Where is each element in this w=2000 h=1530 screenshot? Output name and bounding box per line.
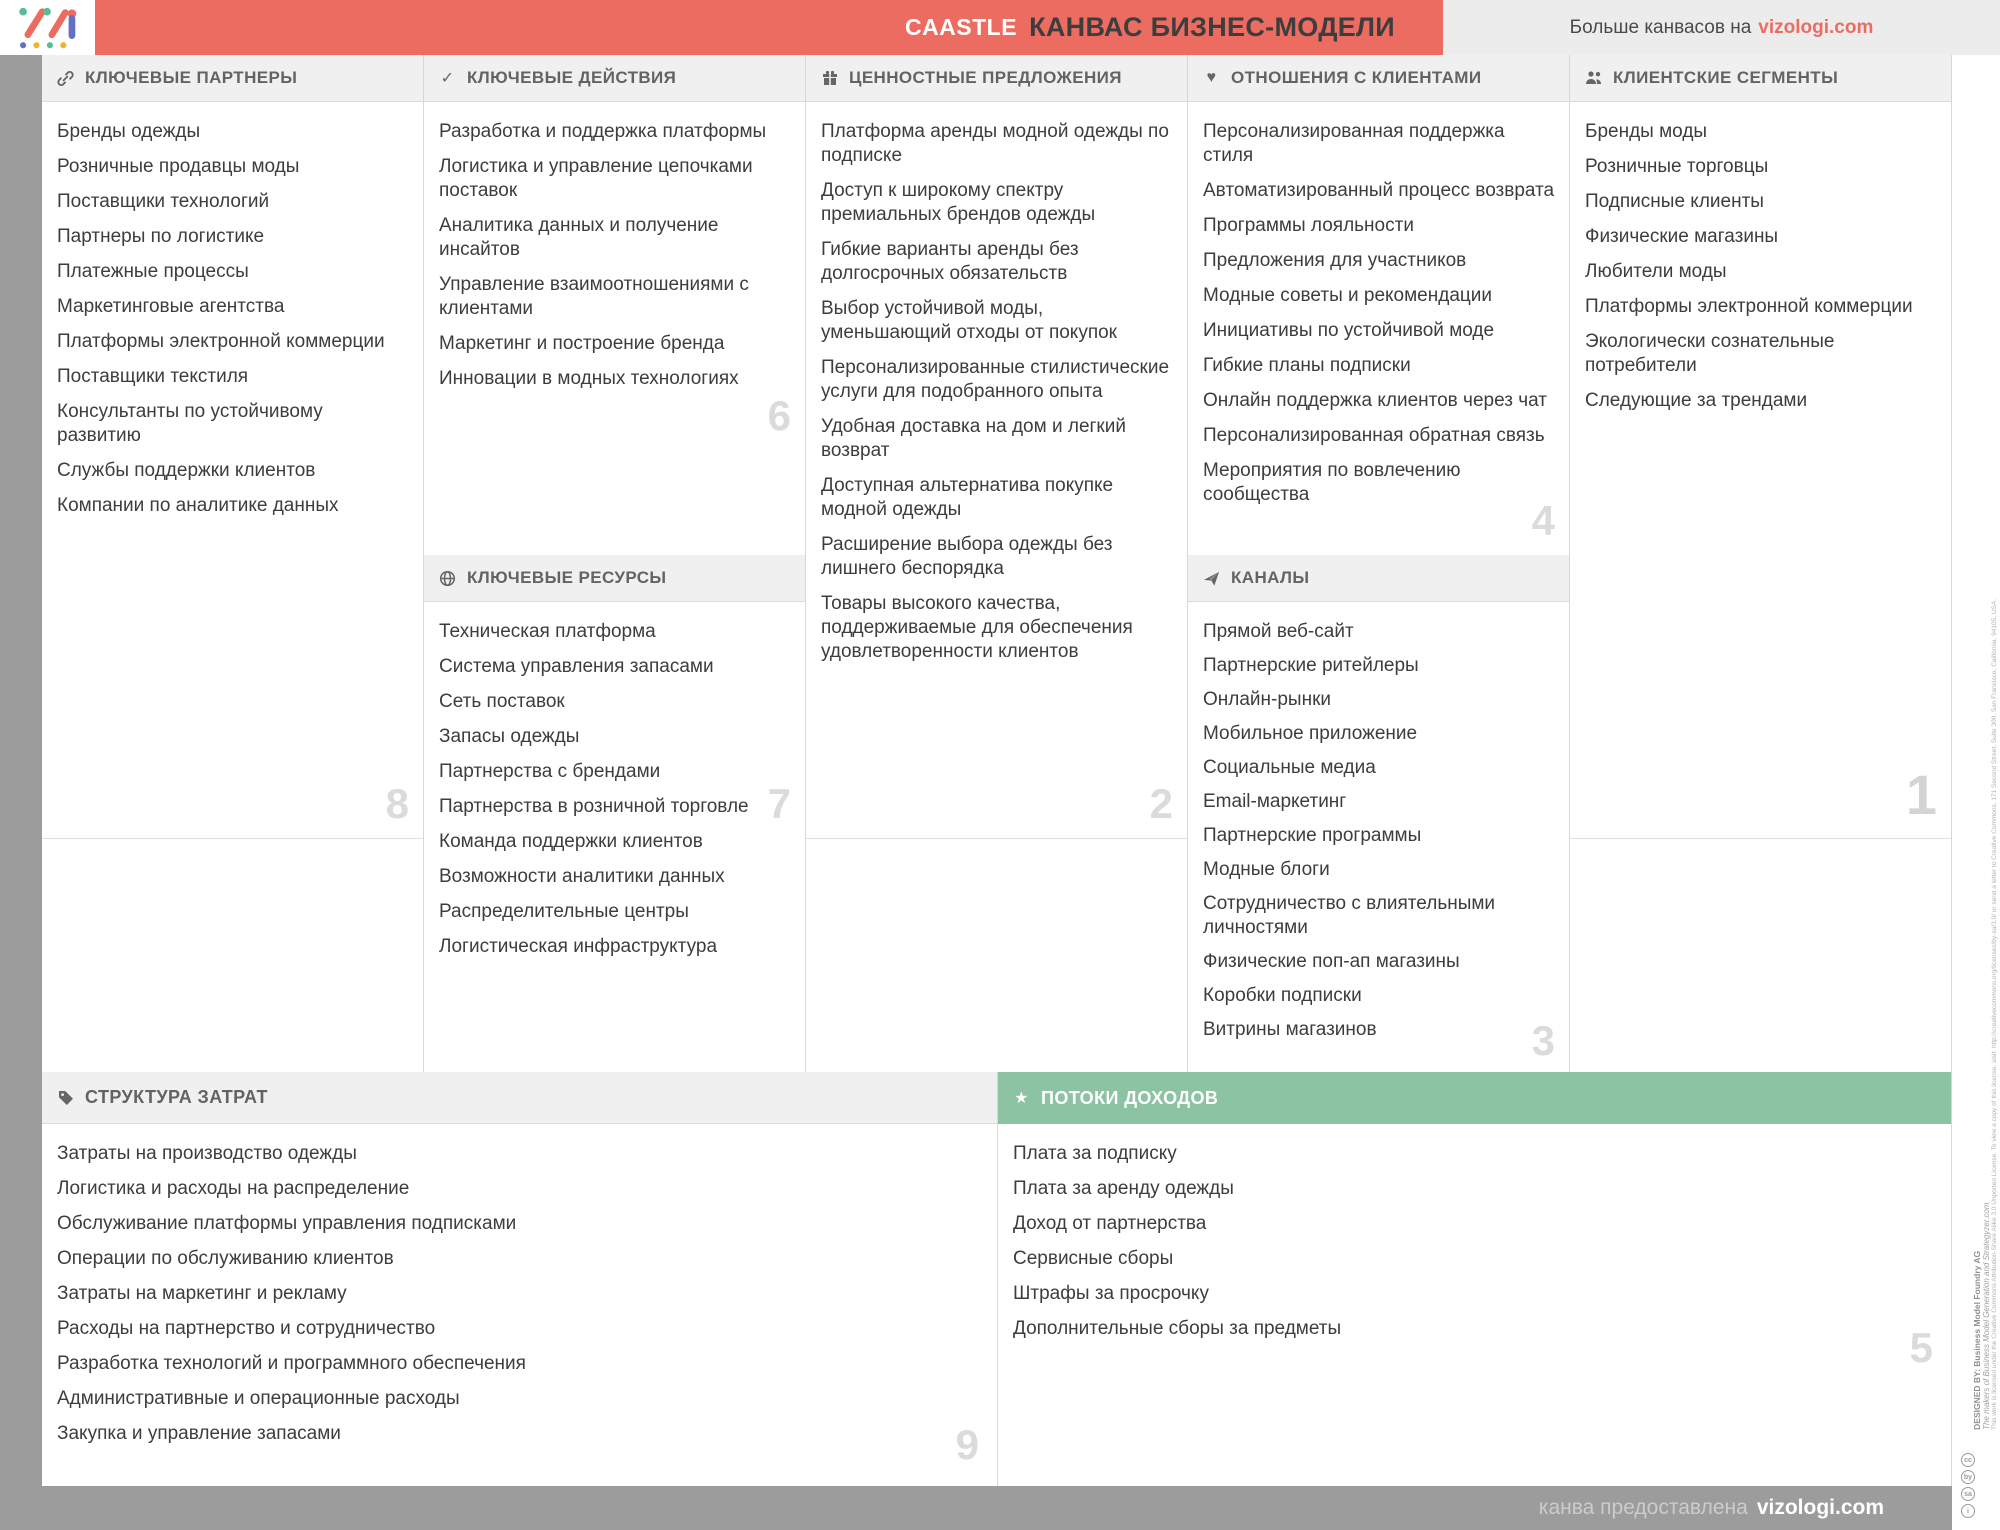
section-number: 8 — [385, 780, 409, 827]
list-item: Платформа аренды модной одежды по подписке — [821, 121, 1169, 166]
list-item: Система управления запасами — [439, 656, 714, 677]
license-text: This work is licensed under the Creative Commons Attribution-Share Alike 3.0 Unported License. To view a copy of this license, visit: http://creativecommons.org/licenses/by-sa/3.0/ or send a letter to Creative Commons, 171 Second Street, Suite 300, San Francisco, California, 94105, USA. — [1991, 599, 1998, 1430]
list-item: Возможности аналитики данных — [439, 866, 725, 887]
section-revenue-streams — [998, 1072, 1951, 1486]
list-item: Плата за подписку — [1013, 1143, 1177, 1164]
list-item: Мобильное приложение — [1203, 723, 1418, 744]
vizologi-logo[interactable] — [0, 0, 95, 55]
customer-relationships-list — [1188, 102, 1569, 507]
list-item: Инициативы по устойчивой моде — [1203, 320, 1495, 341]
key-resources-subsection — [424, 555, 805, 970]
list-item: Автоматизированный процесс возврата — [1203, 180, 1555, 201]
section-number: 5 — [1909, 1324, 1933, 1371]
list-item: Сеть поставок — [439, 691, 565, 712]
left-margin-strip — [0, 55, 42, 1486]
list-item: Сотрудничество с влиятельными личностями — [1203, 893, 1496, 938]
list-item: Службы поддержки клиентов — [57, 460, 316, 481]
section-number: 6 — [767, 392, 791, 439]
list-item: Маркетинговые агентства — [57, 296, 285, 317]
customer-relationships-title: ОТНОШЕНИЯ С КЛИЕНТАМИ — [1231, 68, 1482, 87]
vizologi-link[interactable]: vizologi.com — [1758, 16, 1874, 38]
list-item: Закупка и управление запасами — [57, 1423, 341, 1444]
list-item: Розничные продавцы моды — [57, 156, 300, 177]
tag-icon — [56, 1090, 75, 1106]
list-item: Персонализированные стилистические услуги для подобранного опыта — [821, 357, 1170, 402]
list-item: Поставщики технологий — [57, 191, 270, 212]
list-item: Затраты на маркетинг и рекламу — [57, 1283, 347, 1304]
cc-by-icon: by — [1961, 1470, 1975, 1484]
section-number: 3 — [1531, 1017, 1555, 1064]
list-item: Выбор устойчивой моды, уменьшающий отходы от покупок — [821, 298, 1117, 343]
customer-segments-title: КЛИЕНТСКИЕ СЕГМЕНТЫ — [1613, 68, 1839, 87]
value-propositions-list — [806, 102, 1187, 664]
gift-icon — [820, 70, 839, 86]
check-icon: ✓ — [440, 70, 455, 87]
list-item: Затраты на производство одежды — [57, 1143, 357, 1164]
list-item: Физические поп-ап магазины — [1203, 951, 1460, 972]
cc-info-icon: i — [1961, 1504, 1975, 1518]
list-item: Онлайн-рынки — [1203, 689, 1331, 710]
list-item: Доступ к широкому спектру премиальных брендов одежды — [821, 180, 1096, 225]
revenue-streams-header — [998, 1072, 1951, 1124]
list-item: Маркетинг и построение бренда — [439, 333, 725, 354]
heart-icon: ♥ — [1206, 69, 1217, 86]
list-item: Гибкие варианты аренды без долгосрочных обязательств — [821, 239, 1079, 284]
list-item: Партнеры по логистике — [57, 226, 265, 247]
key-activities-header — [424, 55, 805, 102]
list-item: Удобная доставка на дом и легкий возврат — [821, 416, 1126, 461]
list-item: Физические магазины — [1585, 226, 1779, 247]
list-item: Следующие за трендами — [1585, 390, 1808, 411]
list-item: Розничные торговцы — [1585, 156, 1769, 177]
footer-bar — [0, 1486, 1952, 1530]
list-item: Инновации в модных технологиях — [439, 368, 739, 389]
footer-vizologi-link[interactable]: vizologi.com — [1756, 1496, 1884, 1519]
customer-segments-list — [1570, 102, 1951, 413]
list-item: Платежные процессы — [57, 261, 249, 282]
section-number: 4 — [1531, 497, 1555, 544]
list-item: Партнерские программы — [1203, 825, 1422, 846]
designed-by-subtext: The makers of Business Model Generation and Strategyzer.com — [1982, 1202, 1991, 1430]
list-item: Плата за аренду одежды — [1013, 1178, 1234, 1199]
key-resources-header — [424, 555, 805, 602]
list-item: Логистика и управление цепочками поставок — [439, 156, 753, 201]
list-item: Коробки подписки — [1203, 985, 1362, 1006]
vizologi-logo-icon — [17, 5, 79, 51]
list-item: Аналитика данных и получение инсайтов — [439, 215, 719, 260]
channels-subsection — [1188, 555, 1569, 1052]
key-resources-title: КЛЮЧЕВЫЕ РЕСУРСЫ — [467, 568, 667, 587]
list-item: Расширение выбора одежды без лишнего беспорядка — [821, 534, 1113, 579]
credits-strip — [1953, 55, 2000, 1530]
list-item: Партнерства в розничной торговле — [439, 796, 749, 817]
cc-sa-icon: sa — [1961, 1487, 1975, 1501]
customer-segments-header — [1570, 55, 1951, 102]
key-partners-list — [42, 102, 423, 518]
page-title: КАНВАС БИЗНЕС-МОДЕЛИ — [1029, 12, 1395, 42]
list-item: Распределительные центры — [439, 901, 689, 922]
section-key-activities-resources — [423, 55, 805, 1072]
section-divider-line — [806, 838, 1187, 839]
list-item: Персонализированная обратная связь — [1203, 425, 1545, 446]
list-item: Email-маркетинг — [1203, 791, 1347, 812]
canvas-top-row — [42, 55, 1952, 1072]
cost-structure-list — [42, 1124, 997, 1446]
list-item: Сервисные сборы — [1013, 1248, 1174, 1269]
list-item: Платформы электронной коммерции — [1585, 296, 1913, 317]
list-item: Товары высокого качества, поддерживаемые для обеспечения удовлетворенности клиентов — [821, 593, 1133, 662]
list-item: Разработка и поддержка платформы — [439, 121, 767, 142]
plane-icon — [1202, 570, 1221, 587]
list-item: Дополнительные сборы за предметы — [1013, 1318, 1342, 1339]
section-value-propositions — [805, 55, 1187, 1072]
channels-list — [1188, 602, 1569, 1042]
list-item: Логистика и расходы на распределение — [57, 1178, 410, 1199]
list-item: Экологически сознательные потребители — [1585, 331, 1835, 376]
cost-structure-header — [42, 1072, 997, 1124]
section-divider-line — [1570, 838, 1951, 839]
list-item: Доступная альтернатива покупке модной одежды — [821, 475, 1114, 520]
globe-icon — [438, 570, 457, 587]
section-number: 7 — [767, 780, 791, 827]
section-number: 1 — [1905, 763, 1937, 826]
key-activities-title: КЛЮЧЕВЫЕ ДЕЙСТВИЯ — [467, 68, 677, 87]
customer-relationships-header — [1188, 55, 1569, 102]
list-item: Техническая платформа — [439, 621, 656, 642]
more-canvases-banner — [1443, 0, 2000, 55]
canvas-title — [905, 0, 1395, 55]
list-item: Прямой веб-сайт — [1203, 621, 1354, 642]
key-partners-header — [42, 55, 423, 102]
list-item: Бренды одежды — [57, 121, 201, 142]
list-item: Логистическая инфраструктура — [439, 936, 718, 957]
list-item: Консультанты по устойчивому развитию — [57, 401, 323, 446]
list-item: Бренды моды — [1585, 121, 1708, 142]
footer-text: канва предоставлена — [1538, 1496, 1748, 1519]
list-item: Партнерства с брендами — [439, 761, 661, 782]
list-item: Персонализированная поддержка стиля — [1203, 121, 1505, 166]
list-item: Запасы одежды — [439, 726, 580, 747]
list-item: Программы лояльности — [1203, 215, 1414, 236]
revenue-streams-list — [998, 1124, 1951, 1341]
section-key-partners — [42, 55, 423, 1072]
list-item: Команда поддержки клиентов — [439, 831, 703, 852]
value-propositions-header — [806, 55, 1187, 102]
section-divider-line — [42, 838, 423, 839]
cost-structure-title: СТРУКТУРА ЗАТРАТ — [85, 1087, 268, 1107]
list-item: Доход от партнерства — [1013, 1213, 1207, 1234]
list-item: Разработка технологий и программного обеспечения — [57, 1353, 526, 1374]
list-item: Платформы электронной коммерции — [57, 331, 385, 352]
link-icon — [56, 70, 75, 87]
list-item: Социальные медиа — [1203, 757, 1376, 778]
section-customer-segments — [1569, 55, 1951, 1072]
list-item: Онлайн поддержка клиентов через чат — [1203, 390, 1547, 411]
top-header-bar — [0, 0, 2000, 55]
list-item: Модные блоги — [1203, 859, 1330, 880]
list-item: Витрины магазинов — [1203, 1019, 1377, 1040]
list-item: Любители моды — [1585, 261, 1727, 282]
list-item: Модные советы и рекомендации — [1203, 285, 1493, 306]
section-number: 2 — [1149, 780, 1173, 827]
section-relationships-channels — [1187, 55, 1569, 1072]
canvas-bottom-row — [42, 1072, 1952, 1486]
list-item: Штрафы за просрочку — [1013, 1283, 1209, 1304]
section-cost-structure — [42, 1072, 998, 1486]
company-name: CAASTLE — [904, 14, 1018, 40]
cc-icon: cc — [1961, 1453, 1975, 1467]
channels-header — [1188, 555, 1569, 602]
value-propositions-title: ЦЕННОСТНЫЕ ПРЕДЛОЖЕНИЯ — [849, 68, 1122, 87]
list-item: Расходы на партнерство и сотрудничество — [57, 1318, 436, 1339]
key-resources-list — [424, 602, 805, 959]
star-icon: ★ — [1014, 1090, 1029, 1107]
designed-by-text: DESIGNED BY: Business Model Foundry AG — [1972, 1251, 1982, 1430]
section-number: 9 — [955, 1421, 979, 1468]
list-item: Подписные клиенты — [1585, 191, 1764, 212]
list-item: Партнерские ритейлеры — [1203, 655, 1419, 676]
list-item: Операции по обслуживанию клиентов — [57, 1248, 394, 1269]
list-item: Компании по аналитике данных — [57, 495, 339, 516]
list-item: Управление взаимоотношениями с клиентами — [439, 274, 749, 319]
more-canvases-text: Больше канвасов на — [1569, 16, 1752, 38]
list-item: Мероприятия по вовлечению сообщества — [1203, 460, 1461, 505]
credits-rotated-text — [1972, 599, 1998, 1430]
list-item: Предложения для участников — [1203, 250, 1467, 271]
list-item: Поставщики текстиля — [57, 366, 249, 387]
channels-title: КАНАЛЫ — [1231, 568, 1310, 587]
list-item: Административные и операционные расходы — [57, 1388, 460, 1409]
key-activities-list — [424, 102, 805, 391]
list-item: Обслуживание платформы управления подписками — [57, 1213, 517, 1234]
users-icon — [1584, 70, 1603, 86]
list-item: Гибкие планы подписки — [1203, 355, 1411, 376]
revenue-streams-title: ПОТОКИ ДОХОДОВ — [1041, 1087, 1219, 1108]
creative-commons-icons — [1961, 1453, 1975, 1518]
key-partners-title: КЛЮЧЕВЫЕ ПАРТНЕРЫ — [85, 68, 298, 87]
